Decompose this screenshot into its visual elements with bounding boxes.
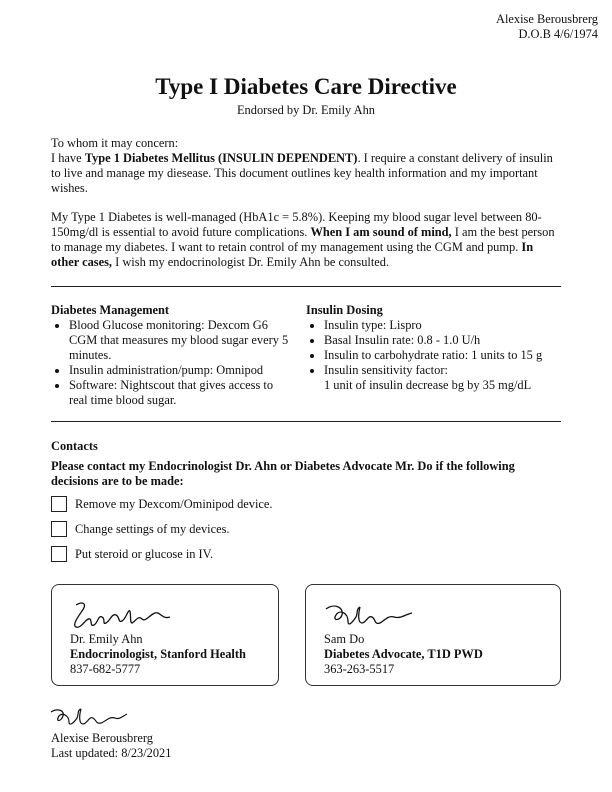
management-heading: Diabetes Management [51, 303, 170, 317]
checklist-item [51, 519, 273, 539]
diagnosis: Type 1 Diabetes Mellitus (INSULIN DEPENDENT) [84, 151, 358, 165]
management-list [51, 318, 291, 408]
footer-name: Alexise Berousbrerg [51, 731, 153, 745]
signature-patient-icon [49, 704, 129, 730]
footer [51, 731, 171, 761]
contact-card-endocrinologist [51, 584, 279, 686]
contact-name: Dr. Emily Ahn [70, 632, 143, 646]
dosing-list [306, 318, 576, 393]
status-section [51, 210, 561, 270]
contacts-heading: Contacts [51, 439, 98, 453]
checkbox[interactable] [51, 521, 67, 537]
intro-section [51, 136, 561, 196]
dosing-heading: Insulin Dosing [306, 303, 383, 317]
contact-role: Diabetes Advocate, T1D PWD [324, 647, 483, 661]
patient-header [496, 12, 598, 42]
list-item: • Blood Glucose monitoring: Dexcom G6 CGM that measures my blood sugar every 5 minutes. [69, 318, 291, 363]
signature-ahn-icon [68, 599, 178, 631]
checklist-item [51, 544, 273, 564]
contact-phone[interactable]: 837-682-5777 [70, 662, 141, 676]
patient-dob: D.O.B 4/6/1974 [518, 27, 598, 41]
document-title: Type I Diabetes Care Directive [155, 74, 457, 99]
contact-info [324, 632, 483, 677]
management-column [51, 303, 291, 408]
divider-bottom [51, 421, 561, 422]
patient-name: Alexise Berousbrerg [496, 12, 598, 26]
signature-do-icon [322, 599, 422, 631]
greeting: To whom it may concern: [51, 136, 179, 150]
list-item: • Insulin sensitivity factor: 1 unit of insulin decrease bg by 35 mg/dL [324, 363, 576, 393]
status-paragraph: My Type 1 Diabetes is well-managed (HbA1c = 5.8%). Keeping my blood sugar level between 80-150mg/dl is essential to avoid future complications. When I am sound of mind, I am the best person to manage my diabetes. I want to retain control of my management using the CGM and pump. In other cases, I wish my endocrinologist Dr. Emily Ahn be consulted. [51, 210, 555, 269]
checklist-label: Change settings of my devices. [75, 521, 230, 536]
list-item: • Software: Nightscout that gives access to real time blood sugar. [69, 378, 291, 408]
contact-info [70, 632, 246, 677]
list-item: • Basal Insulin rate: 0.8 - 1.0 U/h [324, 333, 576, 348]
divider-top [51, 286, 561, 287]
contact-card-advocate [305, 584, 561, 686]
list-item: • Insulin administration/pump: Omnipod [69, 363, 291, 378]
sensitivity-detail: 1 unit of insulin decrease bg by 35 mg/dL [324, 378, 532, 392]
contact-role: Endocrinologist, Stanford Health [70, 647, 246, 661]
endorsement-line: Endorsed by Dr. Emily Ahn [236, 103, 375, 117]
checklist-item [51, 494, 273, 514]
intro-paragraph: I have Type 1 Diabetes Mellitus (INSULIN DEPENDENT). I require a constant delivery of insulin to live and manage my diesease. This document outlines key health information and my important wishes. [51, 151, 553, 195]
contact-name: Sam Do [324, 632, 365, 646]
contacts-instruction: Please contact my Endocrinologist Dr. Ahn or Diabetes Advocate Mr. Do if the following decisions are to be made: [51, 459, 515, 488]
list-item: • Insulin type: Lispro [324, 318, 576, 333]
dosing-column [306, 303, 576, 393]
list-item: • Insulin to carbohydrate ratio: 1 units to 15 g [324, 348, 576, 363]
checklist-label: Remove my Dexcom/Ominipod device. [75, 496, 273, 511]
last-updated: Last updated: 8/23/2021 [51, 746, 172, 760]
checkbox[interactable] [51, 496, 67, 512]
decision-checklist [51, 494, 273, 569]
checkbox[interactable] [51, 546, 67, 562]
checklist-label: Put steroid or glucose in IV. [75, 546, 214, 561]
contact-phone[interactable]: 363-263-5517 [324, 662, 395, 676]
